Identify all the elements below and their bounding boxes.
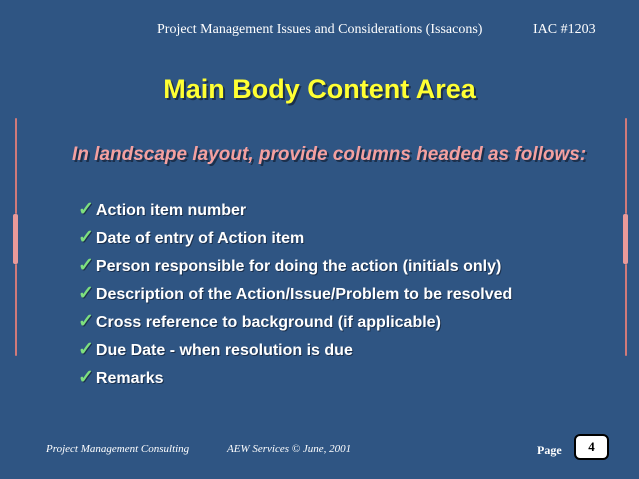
right-decor-bar-mid [623,214,628,264]
list-item [78,254,512,282]
slide-title: Main Body Content Area [163,74,476,104]
list-item-label: Person responsible for doing the action (initials only) [95,258,502,275]
check-icon: ✓ [78,227,94,248]
left-decor-bar-bottom [15,264,17,356]
check-icon: ✓ [78,255,94,276]
list-item-label: Description of the Action/Issue/Problem to be resolved [95,286,513,303]
list-item [78,338,512,366]
header-title: Project Management Issues and Considerations (Issacons) [157,22,483,37]
list-item [78,226,512,254]
list-item-label: Date of entry of Action item [95,230,305,247]
list-item-label: Remarks [95,370,164,387]
check-icon: ✓ [78,367,94,388]
left-decor-bar-top [15,118,17,214]
list-item [78,366,512,394]
footer-company: Project Management Consulting [46,443,190,455]
right-decor-bar-bottom [625,264,627,356]
page-label: Page [537,443,562,457]
check-icon: ✓ [78,339,94,360]
list-item [78,198,512,226]
check-icon: ✓ [78,283,94,304]
header-code: IAC #1203 [533,22,596,37]
page-number-box: 4 [574,434,609,460]
intro-text: In landscape layout, provide columns headed as follows: [72,144,587,165]
check-icon: ✓ [78,199,94,220]
list-item-label: Action item number [95,202,247,219]
right-decor-bar-top [625,118,627,214]
footer-copyright: AEW Services © June, 2001 [227,443,352,455]
list-item-label: Due Date - when resolution is due [95,342,353,359]
left-decor-bar-mid [13,214,18,264]
column-list [78,198,512,394]
list-item [78,282,512,310]
check-icon: ✓ [78,311,94,332]
list-item-label: Cross reference to background (if applicable) [95,314,441,331]
list-item [78,310,512,338]
